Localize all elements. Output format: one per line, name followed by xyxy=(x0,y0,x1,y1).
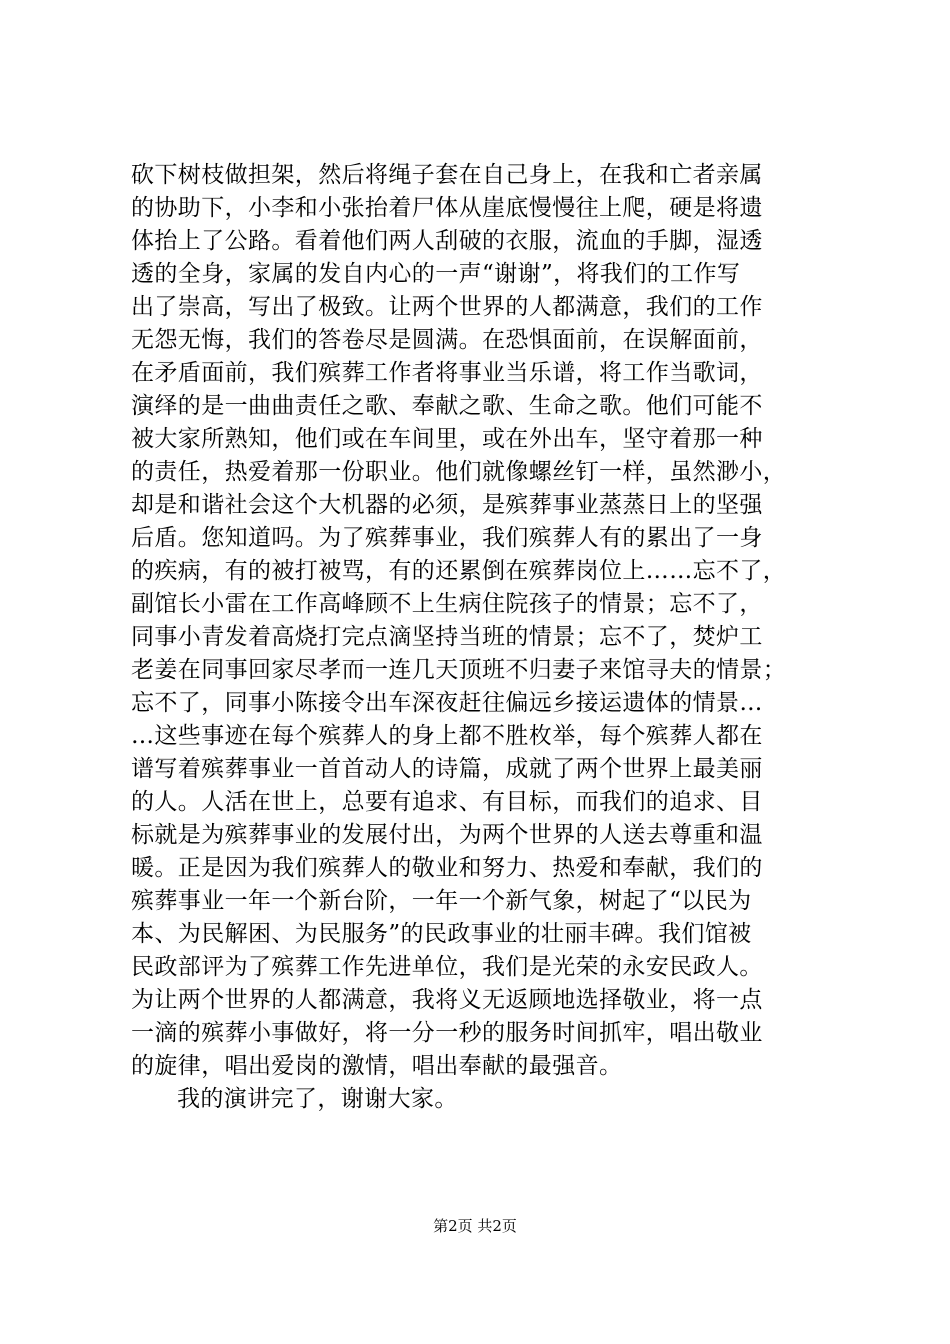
text-line-8: 演绎的是一曲曲责任之歌、奉献之歌、生命之歌。他们可能不 xyxy=(131,393,763,419)
closing-line: 我的演讲完了，谢谢大家。 xyxy=(177,1086,458,1112)
text-line-7: 在矛盾面前，我们殡葬工作者将事业当乐谱，将工作当歌词， xyxy=(131,360,763,386)
page-footer: 第2页 共2页 xyxy=(433,1217,517,1235)
text-line-17: 忘不了，同事小陈接令出车深夜赶往偏远乡接运遗体的情景… xyxy=(131,690,763,716)
text-line-21: 标就是为殡葬事业的发展付出，为两个世界的人送去尊重和温 xyxy=(131,822,763,848)
text-line-27: 一滴的殡葬小事做好，将一分一秒的服务时间抓牢，唱出敬业 xyxy=(131,1020,763,1046)
text-line-26: 为让两个世界的人都满意，我将义无返顾地选择敬业，将一点 xyxy=(131,987,763,1013)
text-line-5: 出了崇高，写出了极致。让两个世界的人都满意，我们的工作 xyxy=(131,294,763,320)
text-line-14: 副馆长小雷在工作高峰顾不上生病住院孩子的情景；忘不了， xyxy=(131,591,763,617)
text-line-22: 暖。正是因为我们殡葬人的敬业和努力、热爱和奉献，我们的 xyxy=(131,855,763,881)
text-line-1: 砍下树枝做担架，然后将绳子套在自己身上，在我和亡者亲属 xyxy=(131,162,763,188)
text-line-18: …这些事迹在每个殡葬人的身上都不胜枚举，每个殡葬人都在 xyxy=(131,723,763,749)
text-line-19: 谱写着殡葬事业一首首动人的诗篇，成就了两个世界上最美丽 xyxy=(131,756,763,782)
text-line-11: 却是和谐社会这个大机器的必须，是殡葬事业蒸蒸日上的坚强 xyxy=(131,492,763,518)
text-line-15: 同事小青发着高烧打完点滴坚持当班的情景；忘不了，焚炉工 xyxy=(131,624,763,650)
text-line-28: 的旋律，唱出爱岗的激情，唱出奉献的最强音。 xyxy=(131,1053,623,1079)
text-line-10: 的责任，热爱着那一份职业。他们就像螺丝钉一样，虽然渺小， xyxy=(131,459,787,485)
text-line-9: 被大家所熟知，他们或在车间里，或在外出车，坚守着那一种 xyxy=(131,426,763,452)
text-line-6: 无怨无悔，我们的答卷尽是圆满。在恐惧面前，在误解面前， xyxy=(131,327,763,353)
text-line-4: 透的全身，家属的发自内心的一声“谢谢”，将我们的工作写 xyxy=(131,261,741,287)
text-line-24: 本、为民解困、为民服务”的民政事业的壮丽丰碑。我们馆被 xyxy=(131,921,752,947)
text-line-13: 的疾病，有的被打被骂，有的还累倒在殡葬岗位上……忘不了， xyxy=(131,558,787,584)
speech-body xyxy=(131,159,831,1116)
text-line-3: 体抬上了公路。看着他们两人刮破的衣服，流血的手脚，湿透 xyxy=(131,228,763,254)
text-line-12: 后盾。您知道吗。为了殡葬事业，我们殡葬人有的累出了一身 xyxy=(131,525,763,551)
text-line-23: 殡葬事业一年一个新台阶，一年一个新气象，树起了“以民为 xyxy=(131,888,752,914)
text-line-2: 的协助下，小李和小张抬着尸体从崖底慢慢往上爬，硬是将遗 xyxy=(131,195,763,221)
text-line-16: 老姜在同事回家尽孝而一连几天顶班不归妻子来馆寻夫的情景； xyxy=(131,657,787,683)
text-line-25: 民政部评为了殡葬工作先进单位，我们是光荣的永安民政人。 xyxy=(131,954,763,980)
text-line-20: 的人。人活在世上，总要有追求、有目标，而我们的追求、目 xyxy=(131,789,763,815)
